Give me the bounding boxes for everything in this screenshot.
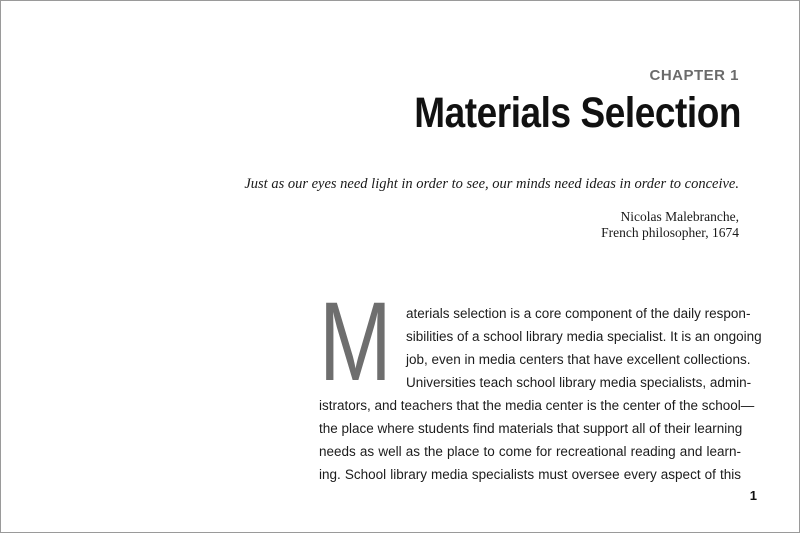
chapter-title: Materials Selection — [414, 89, 741, 137]
body-line: Universities teach school library media specialists, admin- — [406, 375, 752, 390]
chapter-label: CHAPTER 1 — [649, 67, 739, 84]
attribution-author: Nicolas Malebranche, — [620, 209, 739, 224]
body-line: istrators, and teachers that the media center is the center of the school— — [319, 398, 755, 413]
body-line: job, even in media centers that have excellent collections. — [406, 352, 751, 367]
body-line: sibilities of a school library media specialist. It is an ongoing — [406, 329, 762, 344]
epigraph-attribution — [601, 209, 739, 241]
drop-cap: M — [319, 279, 392, 404]
attribution-descriptor: French philosopher, 1674 — [601, 225, 739, 240]
body-line: needs as well as the place to come for recreational reading and learn- — [319, 444, 741, 459]
epigraph-quote: Just as our eyes need light in order to see, our minds need ideas in order to conceive. — [244, 176, 739, 192]
body-line: ing. School library media specialists must oversee every aspect of this — [319, 467, 741, 482]
body-line: aterials selection is a core component of the daily respon- — [406, 306, 751, 321]
body-line: the place where students find materials that support all of their learning — [319, 421, 743, 436]
page-number: 1 — [749, 488, 757, 503]
